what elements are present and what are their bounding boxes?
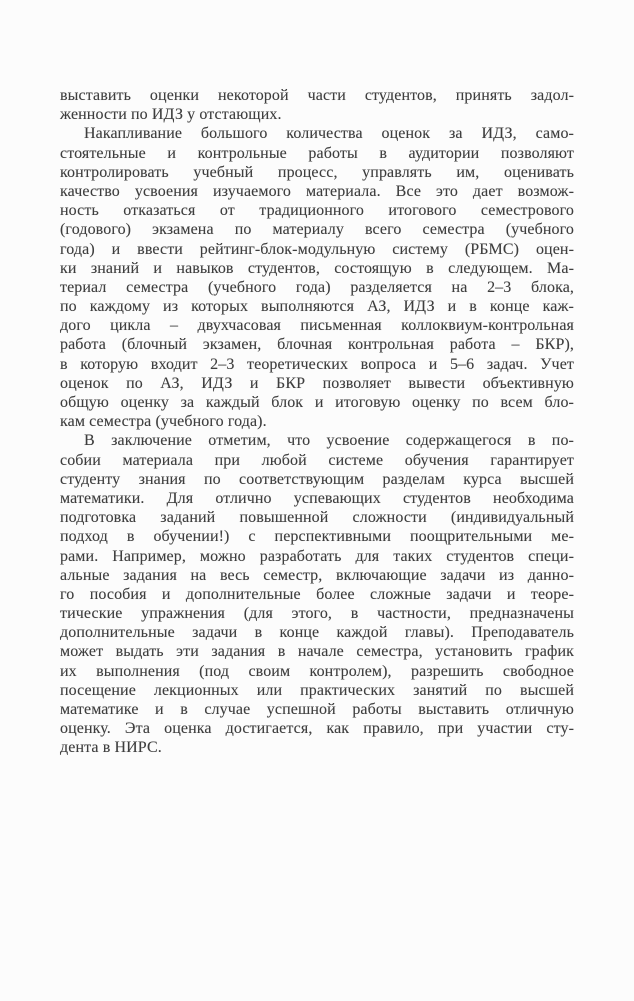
text-line: по каждому из которых выполняются АЗ, ИДЗ и в конце каж- — [60, 298, 574, 316]
text-line: математики. Для отлично успевающих студентов необходима — [60, 489, 574, 507]
text-line: рами. Например, можно разработать для таких студентов специ- — [60, 547, 574, 565]
text-line: альные задания на весь семестр, включающие задачи из данно- — [60, 566, 574, 584]
text-line: го пособия и дополнительные более сложные задачи и теоре- — [60, 585, 574, 603]
text-line: териал семестра (учебного года) разделяется на 2–3 блока, — [60, 278, 574, 296]
text-line: выставить оценки некоторой части студентов, принять задол- — [60, 87, 574, 104]
text-line: года) и ввести рейтинг-блок-модульную систему (РБМС) оцен- — [60, 240, 574, 258]
text-line: студенту знания по соответствующим разделам курса высшей — [60, 470, 574, 488]
text-line: ность отказаться от традиционного итогового семестрового — [60, 202, 574, 220]
text-line: подход в обучении!) с перспективными поощрительными ме- — [60, 528, 574, 546]
text-line: подготовка заданий повышенной сложности (индивидуальный — [60, 509, 574, 527]
paragraph — [60, 124, 574, 431]
text-line: контролировать учебный процесс, управлять им, оценивать — [60, 163, 574, 181]
text-line: дополнительные задачи в конце каждой главы). Преподаватель — [60, 624, 574, 642]
text-line: посещение лекционных или практических занятий по высшей — [60, 681, 574, 699]
text-line: дого цикла – двухчасовая письменная коллоквиум-контрольная — [60, 317, 574, 335]
text-line: общую оценку за каждый блок и итоговую оценку по всем бло- — [60, 394, 574, 411]
paragraph — [60, 431, 574, 757]
text-line: оценок по АЗ, ИДЗ и БКР позволяет вывести объективную — [60, 374, 574, 392]
text-line: ки знаний и навыков студентов, состоящую в следующем. Ма- — [60, 259, 574, 277]
text-line: дента в НИРС. — [60, 739, 162, 757]
text-line: может выдать эти задания в начале семестра, установить график — [60, 643, 574, 661]
text-line: математике и в случае успешной работы выставить отличную — [60, 701, 574, 718]
text-line: В заключение отметим, что усвоение содержащегося в по- — [84, 432, 574, 450]
text-line: стоятельные и контрольные работы в аудитории позволяют — [60, 144, 574, 162]
text-line: (годового) экзамена по материалу всего семестра (учебного — [60, 221, 574, 239]
text-line: качество усвоения изучаемого материала. Все это дает возмож- — [60, 182, 574, 200]
page-text-block — [60, 86, 574, 758]
paragraph — [60, 86, 574, 124]
text-line: женности по ИДЗ у отстающих. — [60, 106, 282, 124]
text-line: тические упражнения (для этого, в частности, предназначены — [60, 605, 574, 623]
text-line: оценку. Эта оценка достигается, как правило, при участии сту- — [60, 720, 574, 738]
text-line: в которую входит 2–3 теоретических вопроса и 5–6 задач. Учет — [60, 355, 574, 373]
text-line: Накапливание большого количества оценок за ИДЗ, само- — [84, 125, 574, 143]
text-line: их выполнения (под своим контролем), разрешить свободное — [60, 662, 574, 680]
text-line: собии материала при любой системе обучения гарантирует — [60, 451, 574, 469]
text-line: работа (блочный экзамен, блочная контрольная работа – БКР), — [60, 336, 574, 354]
text-line: кам семестра (учебного года). — [60, 413, 267, 431]
